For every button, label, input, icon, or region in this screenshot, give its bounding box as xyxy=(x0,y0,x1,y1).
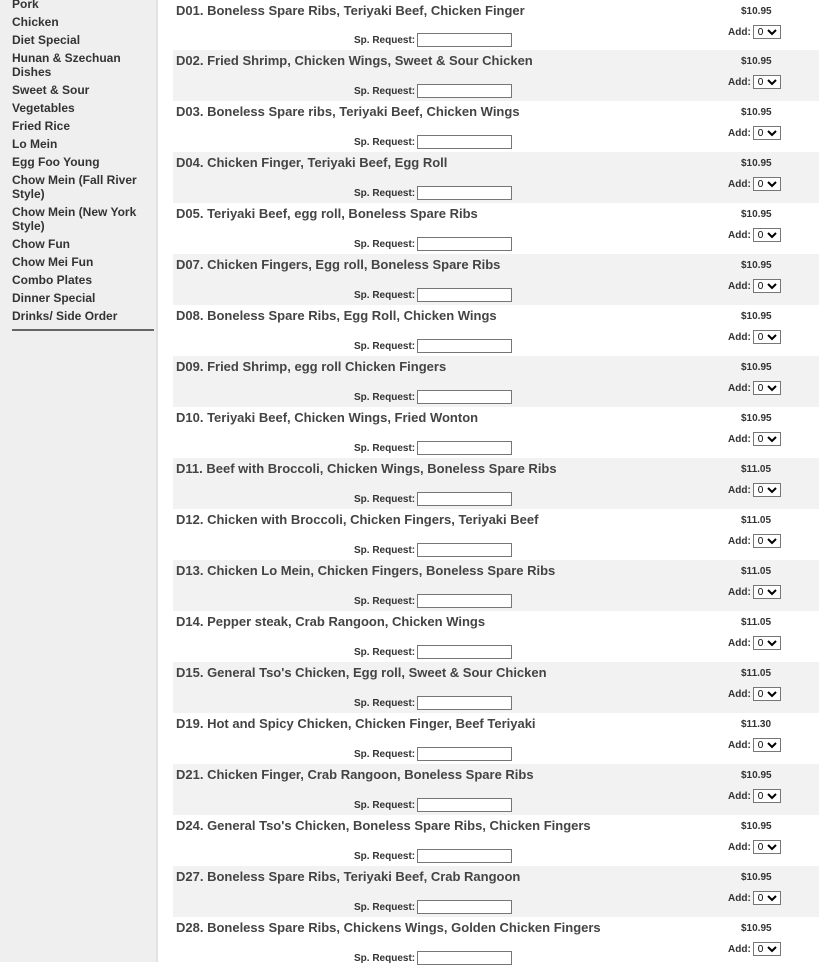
special-request-group xyxy=(354,543,512,557)
menu-item-price: $10.95 xyxy=(741,311,772,322)
menu-item-row xyxy=(173,611,819,662)
special-request-group xyxy=(354,645,512,659)
special-request-label: Sp. Request: xyxy=(354,697,416,709)
sidebar-link[interactable]: Lo Mein xyxy=(12,137,58,151)
menu-item-row xyxy=(173,254,819,305)
special-request-input[interactable] xyxy=(417,900,512,914)
quantity-select[interactable] xyxy=(753,534,781,548)
special-request-label: Sp. Request: xyxy=(354,646,416,658)
menu-item-price: $10.95 xyxy=(741,413,772,424)
sidebar-item xyxy=(12,135,154,153)
special-request-label: Sp. Request: xyxy=(354,289,416,301)
menu-item-price: $11.05 xyxy=(741,668,772,679)
special-request-group xyxy=(354,900,512,914)
special-request-group xyxy=(354,594,512,608)
menu-item-name: D08. Boneless Spare Ribs, Egg Roll, Chicken Wings xyxy=(176,308,497,323)
special-request-group xyxy=(354,390,512,404)
quantity-select[interactable] xyxy=(753,177,781,191)
menu-item-row xyxy=(173,764,819,815)
menu-item-price: $10.95 xyxy=(741,821,772,832)
sidebar-item xyxy=(12,307,154,325)
add-label: Add: xyxy=(728,892,751,904)
special-request-input[interactable] xyxy=(417,747,512,761)
sidebar-link[interactable]: Sweet & Sour xyxy=(12,83,90,97)
add-label: Add: xyxy=(728,76,751,88)
menu-item-row xyxy=(173,50,819,101)
menu-item-price: $10.95 xyxy=(741,770,772,781)
add-label: Add: xyxy=(728,229,751,241)
special-request-label: Sp. Request: xyxy=(354,544,416,556)
menu-item-price: $10.95 xyxy=(741,209,772,220)
sidebar-item xyxy=(12,31,154,49)
add-label: Add: xyxy=(728,841,751,853)
add-label: Add: xyxy=(728,535,751,547)
quantity-select[interactable] xyxy=(753,636,781,650)
menu-item-row xyxy=(173,458,819,509)
menu-item-name: D02. Fried Shrimp, Chicken Wings, Sweet & Sour Chicken xyxy=(176,53,533,68)
menu-item-row xyxy=(173,713,819,764)
special-request-label: Sp. Request: xyxy=(354,901,416,913)
menu-item-price: $10.95 xyxy=(741,872,772,883)
menu-item-name: D11. Beef with Broccoli, Chicken Wings, Boneless Spare Ribs xyxy=(176,461,557,476)
special-request-label: Sp. Request: xyxy=(354,799,416,811)
menu-item-name: D03. Boneless Spare ribs, Teriyaki Beef, Chicken Wings xyxy=(176,104,520,119)
category-list xyxy=(12,0,154,325)
menu-item-row xyxy=(173,305,819,356)
sidebar-link[interactable]: Chow Mein (New York Style) xyxy=(12,205,137,233)
quantity-select[interactable] xyxy=(753,228,781,242)
sidebar-link[interactable]: Diet Special xyxy=(12,33,81,47)
menu-item-row xyxy=(173,662,819,713)
menu-item-name: D09. Fried Shrimp, egg roll Chicken Fingers xyxy=(176,359,447,374)
special-request-label: Sp. Request: xyxy=(354,952,416,964)
special-request-label: Sp. Request: xyxy=(354,340,416,352)
menu-item-name: D19. Hot and Spicy Chicken, Chicken Finger, Beef Teriyaki xyxy=(176,716,536,731)
quantity-select[interactable] xyxy=(753,381,781,395)
add-label: Add: xyxy=(728,688,751,700)
menu-item-row xyxy=(173,407,819,458)
special-request-input[interactable] xyxy=(417,135,512,149)
sidebar-link[interactable]: Chicken xyxy=(12,15,59,29)
add-quantity-group xyxy=(728,177,781,191)
special-request-input[interactable] xyxy=(417,441,512,455)
special-request-label: Sp. Request: xyxy=(354,595,416,607)
add-label: Add: xyxy=(728,26,751,38)
menu-item-row xyxy=(173,560,819,611)
special-request-label: Sp. Request: xyxy=(354,442,416,454)
special-request-label: Sp. Request: xyxy=(354,493,416,505)
special-request-input[interactable] xyxy=(417,951,512,965)
sidebar-link[interactable]: Combo Plates xyxy=(12,273,93,287)
add-quantity-group xyxy=(728,75,781,89)
sidebar-link[interactable]: Chow Mei Fun xyxy=(12,255,94,269)
special-request-label: Sp. Request: xyxy=(354,85,416,97)
menu-item-row xyxy=(173,203,819,254)
special-request-input[interactable] xyxy=(417,339,512,353)
menu-item-list xyxy=(173,0,819,968)
sidebar-item xyxy=(12,0,154,13)
quantity-select[interactable] xyxy=(753,75,781,89)
special-request-input[interactable] xyxy=(417,186,512,200)
add-quantity-group xyxy=(728,126,781,140)
special-request-input[interactable] xyxy=(417,696,512,710)
menu-item-price: $11.05 xyxy=(741,464,772,475)
quantity-select[interactable] xyxy=(753,687,781,701)
special-request-input[interactable] xyxy=(417,33,512,47)
menu-item-name: D27. Boneless Spare Ribs, Teriyaki Beef, Crab Rangoon xyxy=(176,869,521,884)
menu-item-row xyxy=(173,152,819,203)
menu-item-name: D07. Chicken Fingers, Egg roll, Boneless Spare Ribs xyxy=(176,257,501,272)
menu-item-price: $11.05 xyxy=(741,566,772,577)
special-request-group xyxy=(354,492,512,506)
add-quantity-group xyxy=(728,891,781,905)
special-request-label: Sp. Request: xyxy=(354,34,416,46)
sidebar-link[interactable]: Chow Mein (Fall River Style) xyxy=(12,173,137,201)
special-request-group xyxy=(354,237,512,251)
sidebar-link[interactable]: Chow Fun xyxy=(12,237,70,251)
special-request-group xyxy=(354,951,512,965)
special-request-group xyxy=(354,135,512,149)
quantity-select[interactable] xyxy=(753,891,781,905)
sidebar-item xyxy=(12,203,154,235)
menu-item-row xyxy=(173,509,819,560)
sidebar-item xyxy=(12,99,154,117)
quantity-select[interactable] xyxy=(753,840,781,854)
add-label: Add: xyxy=(728,484,751,496)
menu-item-name: D13. Chicken Lo Mein, Chicken Fingers, Boneless Spare Ribs xyxy=(176,563,556,578)
add-label: Add: xyxy=(728,433,751,445)
menu-item-name: D01. Boneless Spare Ribs, Teriyaki Beef, Chicken Finger xyxy=(176,3,525,18)
sidebar-item xyxy=(12,117,154,135)
sidebar-link[interactable]: Dinner Special xyxy=(12,291,96,305)
menu-item-name: D04. Chicken Finger, Teriyaki Beef, Egg Roll xyxy=(176,155,448,170)
menu-item-name: D24. General Tso's Chicken, Boneless Spare Ribs, Chicken Fingers xyxy=(176,818,591,833)
special-request-label: Sp. Request: xyxy=(354,187,416,199)
add-label: Add: xyxy=(728,178,751,190)
sidebar-item xyxy=(12,153,154,171)
quantity-select[interactable] xyxy=(753,25,781,39)
menu-item-name: D15. General Tso's Chicken, Egg roll, Sweet & Sour Chicken xyxy=(176,665,547,680)
category-sidebar xyxy=(0,0,158,962)
menu-item-row xyxy=(173,356,819,407)
menu-item-price: $10.95 xyxy=(741,923,772,934)
sidebar-link[interactable]: Hunan & Szechuan Dishes xyxy=(12,51,121,79)
add-quantity-group xyxy=(728,687,781,701)
sidebar-item xyxy=(12,235,154,253)
special-request-input[interactable] xyxy=(417,288,512,302)
add-quantity-group xyxy=(728,840,781,854)
sidebar-divider xyxy=(12,329,154,331)
add-quantity-group xyxy=(728,330,781,344)
special-request-input[interactable] xyxy=(417,543,512,557)
add-label: Add: xyxy=(728,586,751,598)
add-label: Add: xyxy=(728,637,751,649)
add-quantity-group xyxy=(728,432,781,446)
menu-item-price: $10.95 xyxy=(741,260,772,271)
add-quantity-group xyxy=(728,25,781,39)
menu-item-row xyxy=(173,0,819,50)
quantity-select[interactable] xyxy=(753,942,781,956)
add-quantity-group xyxy=(728,534,781,548)
menu-item-price: $10.95 xyxy=(741,107,772,118)
menu-item-row xyxy=(173,815,819,866)
special-request-group xyxy=(354,288,512,302)
menu-item-row xyxy=(173,101,819,152)
quantity-select[interactable] xyxy=(753,279,781,293)
sidebar-item xyxy=(12,171,154,203)
special-request-group xyxy=(354,339,512,353)
sidebar-item xyxy=(12,253,154,271)
menu-item-name: D28. Boneless Spare Ribs, Chickens Wings, Golden Chicken Fingers xyxy=(176,920,601,935)
menu-item-price: $11.05 xyxy=(741,617,772,628)
add-quantity-group xyxy=(728,279,781,293)
quantity-select[interactable] xyxy=(753,789,781,803)
special-request-group xyxy=(354,441,512,455)
add-label: Add: xyxy=(728,127,751,139)
sidebar-item xyxy=(12,49,154,81)
add-quantity-group xyxy=(728,636,781,650)
special-request-label: Sp. Request: xyxy=(354,136,416,148)
sidebar-item xyxy=(12,81,154,99)
menu-item-row xyxy=(173,917,819,968)
special-request-group xyxy=(354,798,512,812)
special-request-input[interactable] xyxy=(417,849,512,863)
menu-item-name: D12. Chicken with Broccoli, Chicken Fingers, Teriyaki Beef xyxy=(176,512,539,527)
add-label: Add: xyxy=(728,331,751,343)
special-request-input[interactable] xyxy=(417,645,512,659)
quantity-select[interactable] xyxy=(753,126,781,140)
special-request-input[interactable] xyxy=(417,798,512,812)
special-request-group xyxy=(354,33,512,47)
menu-item-name: D10. Teriyaki Beef, Chicken Wings, Fried Wonton xyxy=(176,410,479,425)
quantity-select[interactable] xyxy=(753,330,781,344)
special-request-input[interactable] xyxy=(417,390,512,404)
add-label: Add: xyxy=(728,280,751,292)
add-label: Add: xyxy=(728,943,751,955)
special-request-group xyxy=(354,747,512,761)
sidebar-link[interactable]: Drinks/ Side Order xyxy=(12,309,118,323)
special-request-input[interactable] xyxy=(417,594,512,608)
sidebar-link[interactable]: Fried Rice xyxy=(12,119,71,133)
special-request-label: Sp. Request: xyxy=(354,850,416,862)
add-quantity-group xyxy=(728,789,781,803)
menu-item-name: D21. Chicken Finger, Crab Rangoon, Boneless Spare Ribs xyxy=(176,767,534,782)
quantity-select[interactable] xyxy=(753,585,781,599)
sidebar-link[interactable]: Pork xyxy=(12,0,39,11)
add-label: Add: xyxy=(728,382,751,394)
quantity-select[interactable] xyxy=(753,432,781,446)
add-quantity-group xyxy=(728,228,781,242)
sidebar-item xyxy=(12,271,154,289)
special-request-group xyxy=(354,186,512,200)
add-quantity-group xyxy=(728,738,781,752)
menu-item-price: $10.95 xyxy=(741,362,772,373)
add-quantity-group xyxy=(728,483,781,497)
menu-item-price: $11.05 xyxy=(741,515,772,526)
special-request-input[interactable] xyxy=(417,237,512,251)
special-request-label: Sp. Request: xyxy=(354,391,416,403)
special-request-label: Sp. Request: xyxy=(354,748,416,760)
menu-item-name: D14. Pepper steak, Crab Rangoon, Chicken Wings xyxy=(176,614,486,629)
menu-item-price: $10.95 xyxy=(741,56,772,67)
sidebar-item xyxy=(12,289,154,307)
special-request-group xyxy=(354,849,512,863)
special-request-group xyxy=(354,696,512,710)
quantity-select[interactable] xyxy=(753,483,781,497)
menu-item-name: D05. Teriyaki Beef, egg roll, Boneless Spare Ribs xyxy=(176,206,478,221)
sidebar-link[interactable]: Egg Foo Young xyxy=(12,155,100,169)
sidebar-link[interactable]: Vegetables xyxy=(12,101,75,115)
add-quantity-group xyxy=(728,381,781,395)
special-request-label: Sp. Request: xyxy=(354,238,416,250)
menu-item-row xyxy=(173,866,819,917)
add-label: Add: xyxy=(728,790,751,802)
special-request-input[interactable] xyxy=(417,492,512,506)
add-quantity-group xyxy=(728,585,781,599)
add-quantity-group xyxy=(728,942,781,956)
special-request-input[interactable] xyxy=(417,84,512,98)
quantity-select[interactable] xyxy=(753,738,781,752)
special-request-group xyxy=(354,84,512,98)
menu-item-price: $11.30 xyxy=(741,719,772,730)
sidebar-item xyxy=(12,13,154,31)
add-label: Add: xyxy=(728,739,751,751)
menu-item-price: $10.95 xyxy=(741,158,772,169)
menu-item-price: $10.95 xyxy=(741,6,772,17)
